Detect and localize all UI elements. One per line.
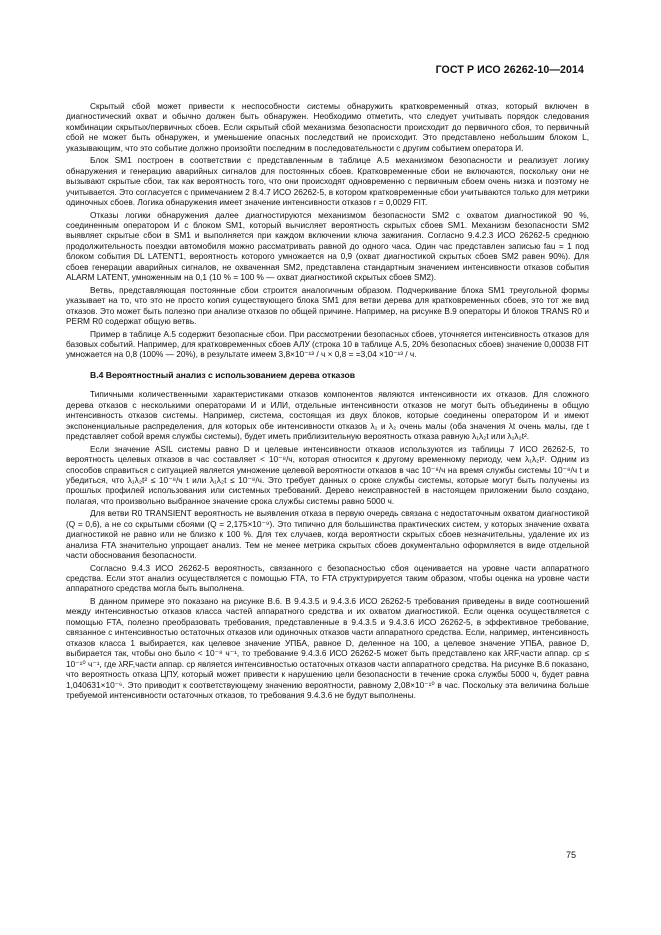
document-header: ГОСТ Р ИСО 26262-10—2014 bbox=[435, 64, 584, 76]
paragraph: Блок SM1 построен в соответствии с представленным в таблице А.5 механизмом безопасности и реализует логику обнаружения и генерацию аварийных сигналов для постоянных сбоев. Кратковременные сбои не включаются, поскольку они не вызывают скрытые сбои, так как вероятность того, что они происходят одновременно с первичным сбоем очень низка и поэтому не учитывается. Это согласуется с примечанием 2 8.4.7 ИСО 26262-5, в котором кратковременные сбои учитываются только для метрики одиночных сбоев. Логика обнаружения имеет значение интенсивности отказов r = 0,0029 FIT. bbox=[66, 155, 589, 208]
document-body bbox=[66, 101, 589, 702]
paragraph: Скрытый сбой может привести к неспособности системы обнаружить кратковременный отказ, который включен в диагностический охват и обычно должен быть обнаружен. Необходимо отметить, что следует учитывать порядок следования комбинации скрытых/первичных сбоев. Если скрытый сбой механизма безопасности происходит до первичного сбоя, то первичный сбой не может быть обнаружен, и уменьшение опасных последствий не происходит. Это представлено небольшим блоком L, указывающим, что это событие должно произойти последним в последовательности с другим событием оператора И. bbox=[66, 101, 589, 153]
paragraph: В данном примере это показано на рисунке В.6. В 9.4.3.5 и 9.4.3.6 ИСО 26262-5 требования приведены в виде соотношений между интенсивностью отказов класса частей аппаратного средства и их охватом диагностикой. Если оценка осуществляется с помощью FTA, полезно преобразовать требования, представленные в 9.4.3.5 и 9.4.3.6 ИСО 26262-5, в эффективное требование, связанное с интенсивностью остаточных отказов или одиночных отказов части аппаратного средства. Если, например, интенсивность отказов класса 1 выбирается, как целевое значение УПБА, равное D, деленное на 100, а целевое значение УПБА, равное D, выбирается так, чтобы оно было < 10⁻⁸ ч⁻¹, то требование 9.4.3.6 ИСО 26262-5 может быть представлено как λRF,части аппар. ср ≤ 10⁻¹⁰ ч⁻¹, где λRF,части аппар. ср является интенсивностью остаточных отказов части аппаратного средства. На рисунке В.6 показано, что вероятность отказа ЦПУ, который может привести к нарушению цели безопасности в течение срока службы 5000 ч, будет равна 1,040631×10⁻⁶. Это приводит к соответствующему значению вероятности, равному 2,08×10⁻¹⁰ в час. Поскольку эта величина больше требуемой интенсивности остаточных отказов, то требования 9.4.3.6 не будут выполнены. bbox=[66, 595, 589, 701]
paragraph: Отказы логики обнаружения далее диагностируются механизмом безопасности SM2 с охватом диагностикой 90 %, соединенным оператором И с блоком SM1, который вычисляет вероятность скрытых сбоев SM1. Механизм безопасности SM2 выявляет скрытые сбои в SM1 и выполняется при каждом включении ключа зажигания. Согласно 9.4.2.3 ИСО 26262-5 среднюю продолжительность поездки автомобиля можно рассматривать равной до одного часа. Один час представлен записью fau = 1 под блоком события DL LATENT1, вероятность которого умножается на 0,9 (охват диагностикой скрытых сбоев SM2 равен 90%). Для сбоев генерации аварийных сигналов, не охваченная SM2, представлена стандартным значением интенсивности отказов события ALARM LATENT, умноженным на 0,1 (10 % = 100 % — охват диагностикой скрытых сбоев SM2). bbox=[66, 209, 589, 283]
section-heading: В.4 Вероятностный анализ с использованием дерева отказов bbox=[90, 369, 355, 380]
paragraph: Согласно 9.4.3 ИСО 26262-5 вероятность, связанного с безопасностью сбоя оценивается на уровне части аппаратного средства. Если этот анализ осуществляется с помощью FTA, то FTA структурируется таким образом, чтобы оценка на уровне части аппаратного средства могла быть выполнена. bbox=[66, 562, 589, 594]
paragraph: Ветвь, представляющая постоянные сбои строится аналогичным образом. Подчеркивание блока SM1 треугольной формы указывает на то, что это не просто копия существующего блока SM1 для ветви дерева для кратковременных сбоев, это тот же вид отказов. Это может быть полезно при анализе отказов по общей причине. Например, на рисунке В.9 операторы И блоков TRANS R0 и PERM R0 содержат общую ветвь. bbox=[66, 284, 589, 327]
paragraph: Пример в таблице А.5 содержит безопасные сбои. При рассмотрении безопасных сбоев, уточняется интенсивность отказов для базовых событий. Например, для кратковременных сбоев АЛУ (строка 10 в таблице А.5, 20% безопасных сбоев) значение 0,00038 FIT умножается на 0,8 (100% — 20%), в результате имеем 3,8×10⁻¹³ / ч × 0,8 = =3,04 ×10⁻¹³ / ч. bbox=[66, 328, 589, 360]
paragraph: Типичными количественными характеристиками отказов компонентов являются интенсивности их отказов. Для сложного дерева отказов с несколькими операторами И и ИЛИ, отдельные интенсивности отказов не могут быть объединены в общую интенсивность отказов системы. Например, система, состоящая из двух блоков, которые соединены оператором И и имеют экспоненциальные распределения, для которых обе интенсивности отказов λ₁ и λ₂ очень малы (оба значения λt очень малы, где t представляет собой время службы системы), будет иметь приблизительную вероятность отказа равную λ₁λ₂t или λ₁λ₂t². bbox=[66, 389, 589, 442]
paragraph: Если значение ASIL системы равно D и целевые интенсивности отказов используются из таблицы 7 ИСО 26262-5, то вероятность целевых отказов в час составляет < 10⁻⁸/ч, которая относится к другому временному периоду, чем λ₁λ₂t². Одним из способов справиться с ситуацией является умножение целевой вероятности отказов в час 10⁻⁸/ч на время службы системы 10⁻⁸/ч t и убедиться, что λ₁λ₂t² ≤ 10⁻⁸/ч t или λ₁λ₂t ≤ 10⁻⁸/ч. Это требует данных о сроке службы системы, которые могут быть получены из прошлых профилей использования или системных требований. Дерево неисправностей в настоящем приложении было создано, полагая, что произвольно выбранное значение срока службы системы равно 5000 ч. bbox=[66, 443, 589, 506]
page-number: 75 bbox=[565, 850, 576, 860]
paragraph: Для ветви R0 TRANSIENT вероятность не выявления отказа в первую очередь связана с недостаточным охватом диагностикой (Q = 0,6), а не со скрытыми сбоями (Q = 2,175×10⁻⁹). Это типично для большинства практических систем, у которых значение охвата диагностикой не равно или не близко к 100 %. Для тех случаев, когда вероятности скрытых сбоев незначительны, удаление их из анализа FTA значительно упрощает анализ. Тем не менее метрика скрытых сбоев документально оформляется в виде отдельной части обоснования безопасности. bbox=[66, 508, 589, 561]
